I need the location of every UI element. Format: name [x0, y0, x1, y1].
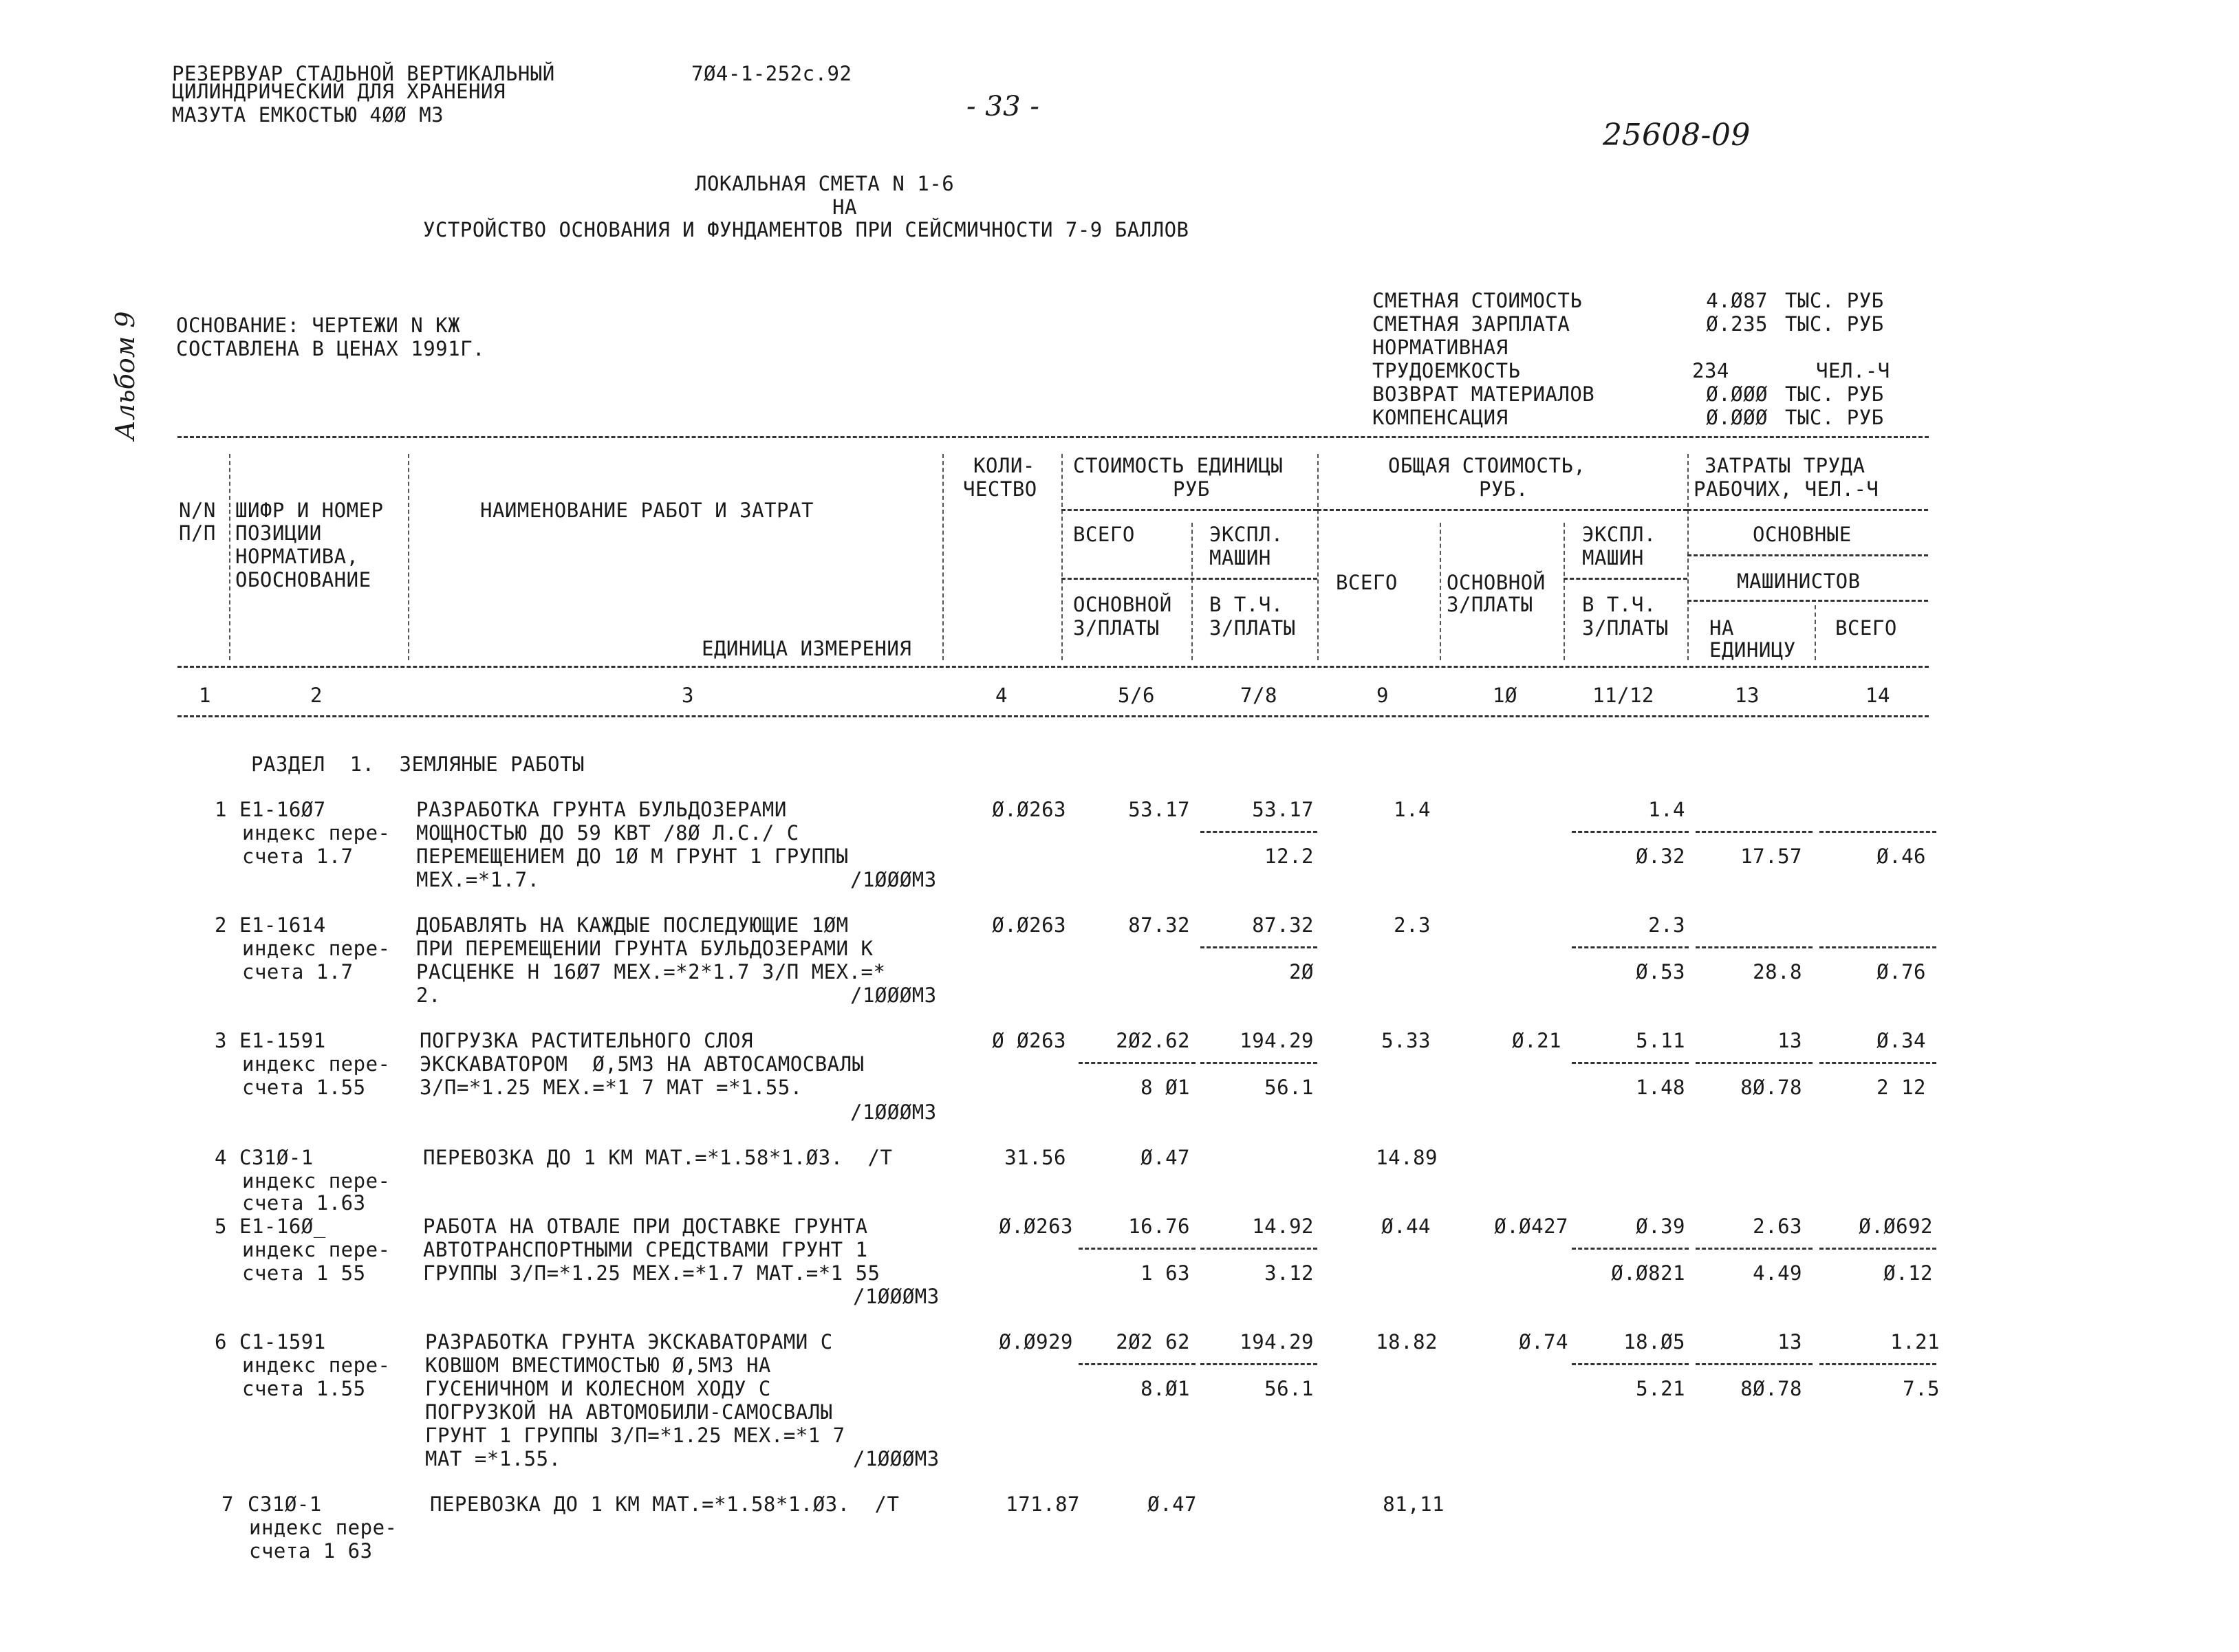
column-number: 13	[1735, 684, 1760, 707]
column-number: 1Ø	[1493, 684, 1517, 707]
sub-rule	[1696, 1062, 1813, 1064]
labor-unit: 17.57	[1740, 845, 1802, 868]
row-code: С31Ø-1	[248, 1492, 322, 1516]
row-desc: ПОГРУЗКА РАСТИТЕЛЬНОГО СЛОЯ	[420, 1029, 753, 1052]
sub-rule	[1696, 1363, 1813, 1365]
header-col3: НАИМЕНОВАНИЕ РАБОТ И ЗАТРАТ	[480, 499, 814, 522]
row-desc: ПЕРЕВОЗКА ДО 1 КМ МАТ.=*1.58*1.Ø3. /Т	[430, 1492, 900, 1516]
column-separator	[229, 454, 230, 660]
row-number: 1	[215, 798, 227, 821]
column-number: 9	[1376, 684, 1389, 707]
header-unit-expl: ЭКСПЛ.	[1209, 523, 1284, 546]
unit-incl-wage: 3.12	[1264, 1261, 1314, 1285]
header-labor-all: ВСЕГО	[1835, 616, 1897, 640]
summary-value: Ø.235	[1706, 312, 1768, 336]
total-all: Ø.44	[1381, 1215, 1431, 1238]
row-unit: /1ØØØМ3	[850, 983, 937, 1007]
column-number: 11/12	[1592, 684, 1654, 707]
row-number: 6	[215, 1330, 227, 1354]
row-desc: ПОГРУЗКОЙ НА АВТОМОБИЛИ-САМОСВАЛЫ	[425, 1400, 833, 1424]
sub-rule	[1200, 1062, 1317, 1064]
column-separator	[1815, 605, 1816, 660]
header-unit-total: ВСЕГО	[1073, 523, 1135, 546]
row-code-note: счета 1 55	[242, 1261, 366, 1285]
row-code: С31Ø-1	[239, 1146, 314, 1169]
sub-rule	[1572, 1363, 1689, 1365]
header-unit-cost: СТОИМОСТЬ ЕДИНИЦЫ	[1073, 454, 1284, 477]
total-cost-rule	[1317, 509, 1687, 511]
row-code: С1-1591	[239, 1330, 326, 1354]
qty: Ø.Ø263	[992, 798, 1066, 821]
row-code: Е1-16Ø7	[239, 798, 326, 821]
header-unit-incl-wage: З/ПЛАТЫ	[1209, 616, 1296, 640]
labor-total: Ø.76	[1876, 960, 1926, 983]
total-base-wage: Ø.21	[1512, 1029, 1561, 1052]
column-number: 2	[310, 684, 323, 707]
total-all: 5.33	[1381, 1029, 1431, 1052]
header-total-cost: ОБЩАЯ СТОИМОСТЬ,	[1388, 454, 1586, 477]
total-expl-split-rule	[1564, 578, 1687, 580]
row-number: 5	[215, 1215, 227, 1238]
sub-rule	[1819, 1248, 1936, 1250]
row-code-note: счета 1.63	[242, 1191, 366, 1215]
project-code: 7Ø4-1-252с.92	[691, 62, 852, 85]
sub-rule	[1079, 1062, 1196, 1064]
row-desc: ЭКСКАВАТОРОМ Ø,5М3 НА АВТОСАМОСВАЛЫ	[420, 1052, 865, 1076]
sub-rule	[1819, 1062, 1936, 1064]
header-total-incl-wage: В Т.Ч.	[1582, 593, 1656, 616]
summary-value: 234	[1692, 359, 1729, 382]
summary-label: КОМПЕНСАЦИЯ	[1372, 406, 1508, 429]
total-all: 14.89	[1376, 1146, 1438, 1169]
row-code-note: счета 1 63	[249, 1539, 373, 1563]
summary-unit: ТЫС. РУБ	[1785, 312, 1884, 336]
labor-total: 1.21	[1890, 1330, 1940, 1354]
row-desc: ДОБАВЛЯТЬ НА КАЖДЫЕ ПОСЛЕДУЮЩИЕ 1ØМ	[416, 913, 849, 937]
unit-incl-wage: 12.2	[1264, 845, 1314, 868]
sub-rule	[1696, 1248, 1813, 1250]
summary-unit: ТЫС. РУБ	[1785, 289, 1884, 312]
header-title-line-1: РЕЗЕРВУАР СТАЛЬНОЙ ВЕРТИКАЛЬНЫЙ	[172, 62, 555, 85]
unit-base-wage: 8 Ø1	[1140, 1076, 1190, 1099]
estimate-title: ЛОКАЛЬНАЯ СМЕТА N 1-6	[695, 172, 955, 195]
labor-unit: 8Ø.78	[1740, 1377, 1802, 1400]
column-number: 4	[995, 684, 1008, 707]
column-number: 1	[199, 684, 211, 707]
column-separator	[408, 454, 409, 660]
qty: Ø.Ø263	[999, 1215, 1073, 1238]
header-total-expl: МАШИН	[1582, 546, 1644, 569]
row-unit: /1ØØØМ3	[853, 1447, 940, 1470]
summary-label: СМЕТНАЯ СТОИМОСТЬ	[1372, 289, 1583, 312]
summary-unit: ЧЕЛ.-Ч	[1816, 359, 1890, 382]
table-top-rule	[177, 436, 1929, 438]
row-desc: АВТОТРАНСПОРТНЫМИ СРЕДСТВАМИ ГРУНТ 1	[423, 1238, 868, 1261]
column-number-rule	[177, 715, 1929, 717]
qty: 31.56	[1004, 1146, 1066, 1169]
total-incl-wage: 5.21	[1636, 1377, 1685, 1400]
header-total-incl-wage: З/ПЛАТЫ	[1582, 616, 1669, 640]
row-desc: МАТ =*1.55.	[425, 1447, 561, 1470]
header-col2: НОРМАТИВА,	[235, 545, 359, 568]
column-number: 3	[682, 684, 694, 707]
labor-unit: 4.49	[1753, 1261, 1802, 1285]
labor-unit: 13	[1777, 1029, 1802, 1052]
handwritten-inventory-number: 25608-09	[1603, 118, 1751, 153]
total-all: 18.82	[1376, 1330, 1438, 1354]
row-desc: РАБОТА НА ОТВАЛЕ ПРИ ДОСТАВКЕ ГРУНТА	[423, 1215, 868, 1238]
labor-unit: 13	[1777, 1330, 1802, 1354]
header-total-cost: РУБ.	[1479, 477, 1528, 501]
header-unit-cost: РУБ	[1173, 477, 1210, 501]
header-title-line-2: ЦИЛИНДРИЧЕСКИЙ ДЛЯ ХРАНЕНИЯ	[172, 80, 506, 103]
unit-incl-wage: 56.1	[1264, 1076, 1314, 1099]
total-base-wage: Ø.Ø427	[1494, 1215, 1568, 1238]
header-unit-incl-wage: В Т.Ч.	[1209, 593, 1284, 616]
summary-label: СМЕТНАЯ ЗАРПЛАТА	[1372, 312, 1570, 336]
sub-rule	[1572, 1248, 1689, 1250]
sub-rule	[1200, 946, 1317, 948]
row-code-note: индекс пере-	[242, 937, 391, 960]
row-unit: /1ØØØМ3	[850, 1100, 937, 1124]
sub-rule	[1200, 831, 1317, 833]
column-separator	[1440, 523, 1441, 660]
row-desc: ГРУНТ 1 ГРУППЫ З/П=*1.25 МЕХ.=*1 7	[425, 1424, 845, 1447]
summary-value: Ø.ØØØ	[1706, 382, 1768, 406]
header-col2: ОБОСНОВАНИЕ	[235, 568, 371, 591]
total-incl-wage: Ø.Ø821	[1611, 1261, 1685, 1285]
total-expl: 2.3	[1648, 913, 1685, 937]
table-header-bottom-rule	[177, 666, 1929, 668]
total-expl: Ø.39	[1636, 1215, 1685, 1238]
row-desc: РАЗРАБОТКА ГРУНТА ЭКСКАВАТОРАМИ С	[425, 1330, 833, 1354]
row-code-note: индекс пере-	[242, 1238, 391, 1261]
row-code-note: счета 1.7	[242, 960, 354, 983]
row-code-note: счета 1.7	[242, 845, 354, 868]
summary-unit: ТЫС. РУБ	[1785, 382, 1884, 406]
row-code-note: счета 1.55	[242, 1377, 366, 1400]
row-desc: З/П=*1.25 МЕХ.=*1 7 МАТ =*1.55.	[420, 1076, 803, 1099]
header-total-base-wage: ОСНОВНОЙ	[1447, 571, 1546, 594]
total-expl: 1.4	[1648, 798, 1685, 821]
unit-expl: 53.17	[1252, 798, 1314, 821]
summary-label: ВОЗВРАТ МАТЕРИАЛОВ	[1372, 382, 1595, 406]
unit-total: 2Ø2 62	[1116, 1330, 1190, 1354]
header-col2: ПОЗИЦИИ	[235, 521, 322, 545]
unit-expl: 14.92	[1252, 1215, 1314, 1238]
unit-total: 53.17	[1128, 798, 1190, 821]
section-title: РАЗДЕЛ 1. ЗЕМЛЯНЫЕ РАБОТЫ	[251, 752, 585, 776]
unit-expl: 194.29	[1240, 1330, 1314, 1354]
labor-unit: 28.8	[1753, 960, 1802, 983]
unit-incl-wage: 2Ø	[1289, 960, 1314, 983]
header-unit-base-wage: З/ПЛАТЫ	[1073, 616, 1160, 640]
column-separator	[1191, 523, 1193, 660]
labor-rule	[1687, 509, 1928, 511]
qty: Ø.Ø929	[999, 1330, 1073, 1354]
unit-total: Ø.47	[1147, 1492, 1197, 1516]
total-incl-wage: Ø.53	[1636, 960, 1685, 983]
row-code-note: индекс пере-	[242, 821, 391, 845]
column-number: 5/6	[1118, 684, 1155, 707]
row-desc: РАЗРАБОТКА ГРУНТА БУЛЬДОЗЕРАМИ	[416, 798, 787, 821]
row-desc: МОЩНОСТЬЮ ДО 59 КВТ /8Ø Л.С./ С	[416, 821, 799, 845]
row-desc: МЕХ.=*1.7.	[416, 868, 540, 891]
labor-total: Ø.12	[1883, 1261, 1933, 1285]
labor-total: 2 12	[1876, 1076, 1926, 1099]
column-number: 14	[1865, 684, 1890, 707]
sub-rule	[1079, 1248, 1196, 1250]
unit-total: 16.76	[1128, 1215, 1190, 1238]
estimate-title-na: НА	[832, 195, 857, 219]
qty: Ø Ø263	[992, 1029, 1066, 1052]
sub-rule	[1819, 831, 1936, 833]
summary-label: ТРУДОЕМКОСТЬ	[1372, 359, 1521, 382]
row-unit: /1ØØØМ3	[853, 1285, 940, 1308]
header-unit-expl: МАШИН	[1209, 546, 1271, 569]
labor-unit: 8Ø.78	[1740, 1076, 1802, 1099]
row-code-note: индекс пере-	[242, 1354, 391, 1377]
header-col3-unit: ЕДИНИЦА ИЗМЕРЕНИЯ	[702, 637, 912, 660]
row-code: Е1-1591	[239, 1029, 326, 1052]
row-desc: 2.	[416, 983, 441, 1007]
total-incl-wage: 1.48	[1636, 1076, 1685, 1099]
sub-rule	[1696, 946, 1813, 948]
row-desc: ГРУППЫ З/П=*1.25 МЕХ.=*1.7 МАТ.=*1 55	[423, 1261, 880, 1285]
total-expl: 5.11	[1636, 1029, 1685, 1052]
album-label: Альбом 9	[110, 311, 140, 440]
column-separator	[1317, 454, 1319, 660]
total-all: 1.4	[1394, 798, 1431, 821]
header-total-expl: ЭКСПЛ.	[1582, 523, 1656, 546]
row-code: Е1-1614	[239, 913, 326, 937]
header-title-line-3: МАЗУТА ЕМКОСТЬЮ 4ØØ М3	[172, 103, 444, 127]
row-desc: ПЕРЕВОЗКА ДО 1 КМ МАТ.=*1.58*1.Ø3. /Т	[423, 1146, 893, 1169]
row-unit: /1ØØØМ3	[850, 868, 937, 891]
estimate-subject: УСТРОЙСТВО ОСНОВАНИЯ И ФУНДАМЕНТОВ ПРИ СЕЙСМИЧНОСТИ 7-9 БАЛЛОВ	[423, 218, 1189, 241]
column-separator	[942, 454, 944, 660]
row-desc: ПЕРЕМЕЩЕНИЕМ ДО 1Ø М ГРУНТ 1 ГРУППЫ	[416, 845, 849, 868]
column-separator	[1564, 523, 1565, 660]
header-col1: П/П	[179, 521, 216, 545]
labor-total: Ø.46	[1876, 845, 1926, 868]
sub-rule	[1819, 1363, 1936, 1365]
basis-line-1: ОСНОВАНИЕ: ЧЕРТЕЖИ N КЖ	[176, 314, 461, 337]
row-desc: ПРИ ПЕРЕМЕЩЕНИИ ГРУНТА БУЛЬДОЗЕРАМИ К	[416, 937, 874, 960]
unit-cost-split-rule	[1061, 578, 1317, 580]
unit-total: Ø.47	[1140, 1146, 1190, 1169]
header-total-base-wage: З/ПЛАТЫ	[1447, 593, 1533, 616]
total-all: 2.3	[1394, 913, 1431, 937]
total-base-wage: Ø.74	[1519, 1330, 1568, 1354]
sub-rule	[1200, 1248, 1317, 1250]
header-labor: РАБОЧИХ, ЧЕЛ.-Ч	[1694, 477, 1879, 501]
header-labor-main: ОСНОВНЫЕ	[1753, 523, 1852, 546]
page-number: - 33 -	[966, 91, 1040, 122]
total-expl: 18.Ø5	[1623, 1330, 1685, 1354]
basis-line-2: СОСТАВЛЕНА В ЦЕНАХ 1991Г.	[176, 337, 485, 360]
unit-incl-wage: 56.1	[1264, 1377, 1314, 1400]
column-number: 7/8	[1240, 684, 1277, 707]
header-col2: ШИФР И НОМЕР	[235, 499, 384, 522]
unit-base-wage: 1 63	[1140, 1261, 1190, 1285]
row-number: 2	[215, 913, 227, 937]
header-unit-base-wage: ОСНОВНОЙ	[1073, 593, 1172, 616]
header-labor-mach: МАШИНИСТОВ	[1737, 569, 1861, 593]
sub-rule	[1696, 831, 1813, 833]
row-code-note: индекс пере-	[242, 1052, 391, 1076]
sub-rule	[1572, 1062, 1689, 1064]
row-desc: РАСЦЕНКЕ Н 16Ø7 МЕХ.=*2*1.7 З/П МЕХ.=*	[416, 960, 886, 983]
summary-value: 4.Ø87	[1706, 289, 1768, 312]
labor-mach-rule	[1687, 600, 1928, 602]
header-total-all: ВСЕГО	[1336, 571, 1398, 594]
row-code-note: счета 1.55	[242, 1076, 366, 1099]
sub-rule	[1572, 831, 1689, 833]
labor-unit: 2.63	[1753, 1215, 1802, 1238]
summary-unit: ТЫС. РУБ	[1785, 406, 1884, 429]
qty: 171.87	[1006, 1492, 1080, 1516]
header-qty: ЧЕСТВО	[963, 477, 1037, 501]
labor-main-rule	[1687, 554, 1928, 556]
sub-rule	[1200, 1363, 1317, 1365]
row-code-note: индекс пере-	[249, 1516, 398, 1539]
summary-value: Ø.ØØØ	[1706, 406, 1768, 429]
row-number: 7	[221, 1492, 234, 1516]
column-separator	[1061, 454, 1063, 660]
total-incl-wage: Ø.32	[1636, 845, 1685, 868]
sub-rule	[1819, 946, 1936, 948]
header-col1: N/N	[179, 499, 216, 522]
unit-base-wage: 8.Ø1	[1140, 1377, 1190, 1400]
qty: Ø.Ø263	[992, 913, 1066, 937]
header-qty: КОЛИ-	[973, 454, 1035, 477]
unit-cost-rule	[1061, 509, 1317, 511]
labor-total: Ø.Ø692	[1859, 1215, 1933, 1238]
labor-total: 7.5	[1903, 1377, 1940, 1400]
column-separator	[1687, 454, 1689, 660]
row-code-note: индекс пере-	[242, 1169, 391, 1193]
sub-rule	[1572, 946, 1689, 948]
labor-total: Ø.34	[1876, 1029, 1926, 1052]
unit-expl: 194.29	[1240, 1029, 1314, 1052]
sub-rule	[1079, 1363, 1196, 1365]
row-desc: ГУСЕНИЧНОМ И КОЛЕСНОМ ХОДУ С	[425, 1377, 771, 1400]
row-desc: КОВШОМ ВМЕСТИМОСТЬЮ Ø,5М3 НА	[425, 1354, 771, 1377]
row-code: Е1-16Ø_	[239, 1215, 326, 1238]
summary-label: НОРМАТИВНАЯ	[1372, 336, 1508, 359]
header-labor: ЗАТРАТЫ ТРУДА	[1705, 454, 1865, 477]
row-number: 4	[215, 1146, 227, 1169]
total-all: 81,11	[1383, 1492, 1445, 1516]
header-labor-unit: ЕДИНИЦУ	[1709, 638, 1796, 662]
unit-total: 2Ø2.62	[1116, 1029, 1190, 1052]
header-labor-unit: НА	[1709, 616, 1734, 640]
unit-total: 87.32	[1128, 913, 1190, 937]
row-number: 3	[215, 1029, 227, 1052]
unit-expl: 87.32	[1252, 913, 1314, 937]
